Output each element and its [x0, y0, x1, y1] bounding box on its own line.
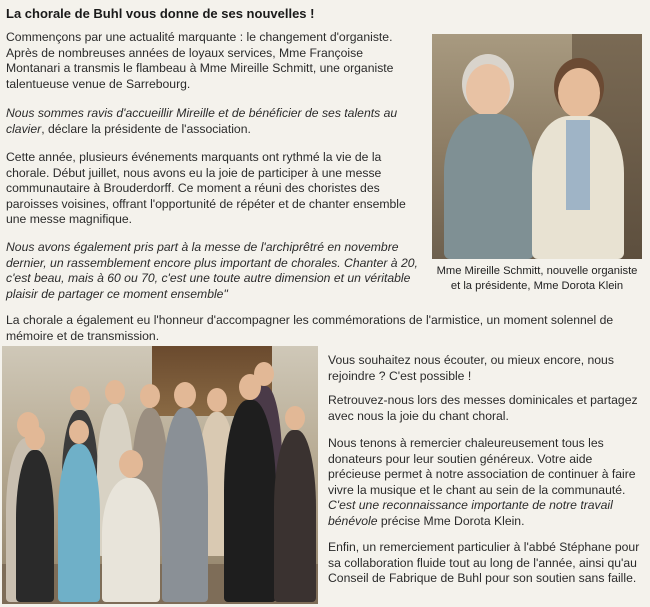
quote-archipretre: Nous avons également pris part à la messe de l'archiprêtré en novembre dernier, un rassemblement encore plus important de chorales. Chanter à 20, c'est beau, mais à 60 ou 70, c'est une toute autre dimension et un véritable plaisir de partager ce moment ensemble"	[6, 240, 418, 301]
choir-member	[224, 374, 276, 602]
choir-member	[274, 406, 316, 602]
paragraph-armistice-text: La chorale a également eu l'honneur d'accompagner les commémorations de l'armistice, un moment solennel de mémoire et de transmission.	[6, 313, 614, 343]
paragraph-armistice	[6, 313, 642, 344]
person-mireille-schmitt	[444, 64, 534, 259]
choir-member	[162, 382, 208, 602]
paragraph-thanks	[328, 540, 644, 587]
paragraph-organist	[6, 30, 418, 92]
paragraph-masses	[328, 393, 644, 424]
photo-choir-group	[2, 346, 318, 604]
choir-child	[58, 420, 100, 602]
paragraph-join	[328, 353, 644, 384]
paragraph-join-text: Vous souhaitez nous écouter, ou mieux encore, nous rejoindre ? C'est possible !	[328, 353, 614, 383]
person-dorota-klein	[532, 68, 624, 259]
article-title: La chorale de Buhl vous donne de ses nouvelles !	[6, 6, 315, 21]
paragraph-donors	[328, 436, 644, 530]
paragraph-donors-text: Nous tenons à remercier chaleureusement tous les donateurs pour leur soutien généreux. Votre aide précieuse permet à notre association de continuer à faire vivre la musique et le chant au sein de la communauté.	[328, 436, 636, 497]
photo-organist-president	[432, 34, 642, 259]
quote-donors-attribution: précise Mme Dorota Klein.	[377, 513, 525, 528]
paragraph-events-text: Cette année, plusieurs événements marquants ont rythmé la vie de la chorale. Début juillet, nous avons eu la joie de participer à une messe communautaire à Brouderdorff. Ce moment a réuni des choristes des paroisses voisines, offrant l'opportunité de répéter et de chanter ensemble une messe magnifique.	[6, 150, 406, 227]
photo-caption: Mme Mireille Schmitt, nouvelle organiste et la présidente, Mme Dorota Klein	[436, 265, 638, 292]
paragraph-masses-text: Retrouvez-nous lors des messes dominicales et partagez avec nous la joie du chant choral.	[328, 393, 638, 423]
choir-member	[102, 450, 160, 602]
paragraph-quote-president	[6, 106, 418, 137]
paragraph-thanks-text: Enfin, un remerciement particulier à l'abbé Stéphane pour sa collaboration fluide tout au long de l'année, ainsi qu'au Conseil de Fabrique de Buhl pour son soutien sans faille.	[328, 540, 640, 586]
quote-president-attribution: , déclare la présidente de l'association.	[41, 121, 251, 136]
paragraph-organist-text: Commençons par une actualité marquante : le changement d'organiste. Après de nombreuses années de loyaux services, Mme Françoise Montanari a transmis le flambeau à Mme Mireille Schmitt, une organiste talentueuse venue de Sarrebourg.	[6, 30, 394, 91]
quote-president: Nous sommes ravis d'accueillir Mireille et de bénéficier de ses talents au clavier	[6, 106, 398, 136]
paragraph-archipretre	[6, 240, 418, 302]
quote-donors: C'est une reconnaissance importante de notre travail bénévole	[328, 498, 613, 528]
paragraph-events	[6, 150, 418, 228]
choir-child	[16, 426, 54, 602]
